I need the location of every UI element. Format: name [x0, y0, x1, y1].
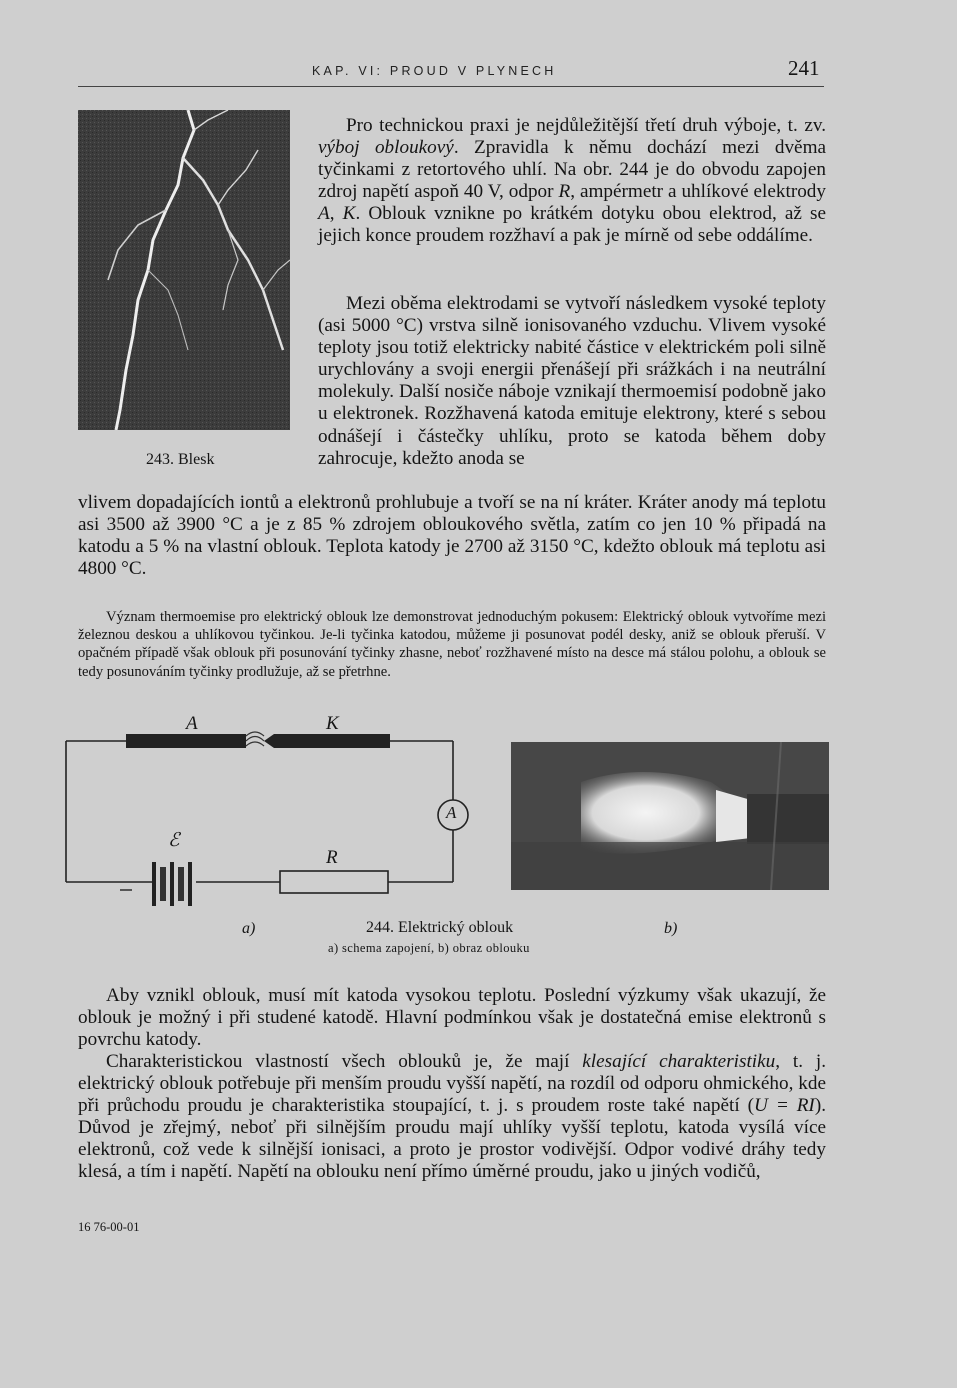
printer-signature: 16 76-00-01: [78, 1220, 140, 1234]
arc-glow: [246, 732, 264, 746]
paragraph-2-continued: vlivem dopadajících iontů a elektronů prohlubuje a tvoří se na ní kráter. Kráter anody má teplotu asi 3500 až 3900 °C a je z 85 % zdrojem obloukového světla, zatím co jen 10 % připadá na katodu a 5 % na vlastní oblouk. Teplota katody je 2700 až 3150 °C, kdežto oblouk má teplotu asi 4800 °C.: [78, 492, 826, 580]
page-number: 241: [788, 56, 820, 80]
circuit-schematic: [60, 712, 480, 912]
ammeter-label: A: [446, 803, 457, 822]
lightning-image: [78, 110, 290, 430]
resistor-symbol: [280, 871, 388, 893]
header-rule: [78, 86, 824, 87]
paragraph-4: Charakteristickou vlastností všech oblouků je, že mají klesající charakteristiku, t. j. elektrický oblouk potřebuje při menším proudu vyšší napětí, na rozdíl od odporu ohmického, kde při průchodu proudu je charakteristika stoupající, t. j. s proudem roste také napětí (U = RI). Důvod je zřejmý, neboť při silnějším proudu mají uhlíky vyšší teplotu, katoda vysílá více elektronů, což vede k silnější ionisaci, a proto je prostor vodivější. Odpor vodivé dráhy tedy klesá, a tím i napětí. Napětí na oblouku není přímo úměrné proudu, jako u jiných vodičů,: [78, 1051, 826, 1183]
battery-symbol: [120, 862, 192, 906]
anode-label: A: [186, 713, 198, 734]
figure-244-caption: 244. Elektrický oblouk: [366, 919, 514, 936]
arc-photo: [511, 742, 829, 890]
cathode-label: K: [326, 713, 339, 734]
paragraph-3: Aby vznikl oblouk, musí mít katoda vysokou teplotu. Poslední výzkumy však ukazují, že oblouk je možný i při studené katodě. Hlavní podmínkou však je dostatečná emise elektronů s povrchu katody.: [78, 985, 826, 1051]
figure-243-caption: 243. Blesk: [146, 451, 215, 468]
resistor-label: R: [326, 847, 338, 868]
cathode-electrode: [264, 734, 390, 748]
figure-label-b: b): [664, 920, 678, 937]
paragraph-1: Pro technickou praxi je nejdůležitější třetí druh výboje, t. zv. výboj obloukový. Zpravidla k němu dochází mezi dvěma tyčinkami z retortového uhlí. Na obr. 244 je do obvodu zapojen zdroj napětí aspoň 40 V, odpor R, ampérmetr a uhlíkové elektrody A, K. Oblouk vznikne po krátkém dotyku obou elektrod, až se jejich konce proudem rozžhaví a pak je mírně od sebe oddálíme.: [318, 115, 827, 247]
figure-244-subcaption: a) schema zapojení, b) obraz oblouku: [328, 941, 530, 955]
source-label: ℰ: [168, 830, 180, 851]
arc-image: [511, 742, 829, 890]
anode-electrode: [126, 734, 246, 748]
lightning-photo: [78, 110, 290, 430]
running-title: KAP. VI: PROUD V PLYNECH: [312, 64, 557, 78]
paragraph-2: Mezi oběma elektrodami se vytvoří následkem vysoké teploty (asi 5000 °C) vrstva silně ionisovaného vzduchu. Vlivem vysoké teploty jsou totiž elektricky nabité částice v elektrickém poli silně urychlovány a svoji energii přenášejí při srážkách i na neutrální molekuly. Další nosiče náboje vznikají thermoemisí podobně jako u elektronek. Rozžhavená katoda emituje elektrony, které s sebou odnášejí i částečky uhlíku, proto se katoda během doby zahrocuje, kdežto anoda se: [318, 293, 826, 469]
note-paragraph: Význam thermoemise pro elektrický oblouk lze demonstrovat jednoduchým pokusem: Elektrický oblouk vytvoříme mezi železnou deskou a uhlíkovou tyčinkou. Je-li tyčinka katodou, můžeme ji posunovat podél desky, aniž se oblouk přeruší. V opačném případě však oblouk při posunování tyčinky zhasne, neboť rozžhavené místo na desce má stálou polohu, a oblouk se tedy posunováním tyčinky prodlužuje, až se přetrhne.: [78, 609, 826, 680]
figure-label-a: a): [242, 920, 256, 937]
